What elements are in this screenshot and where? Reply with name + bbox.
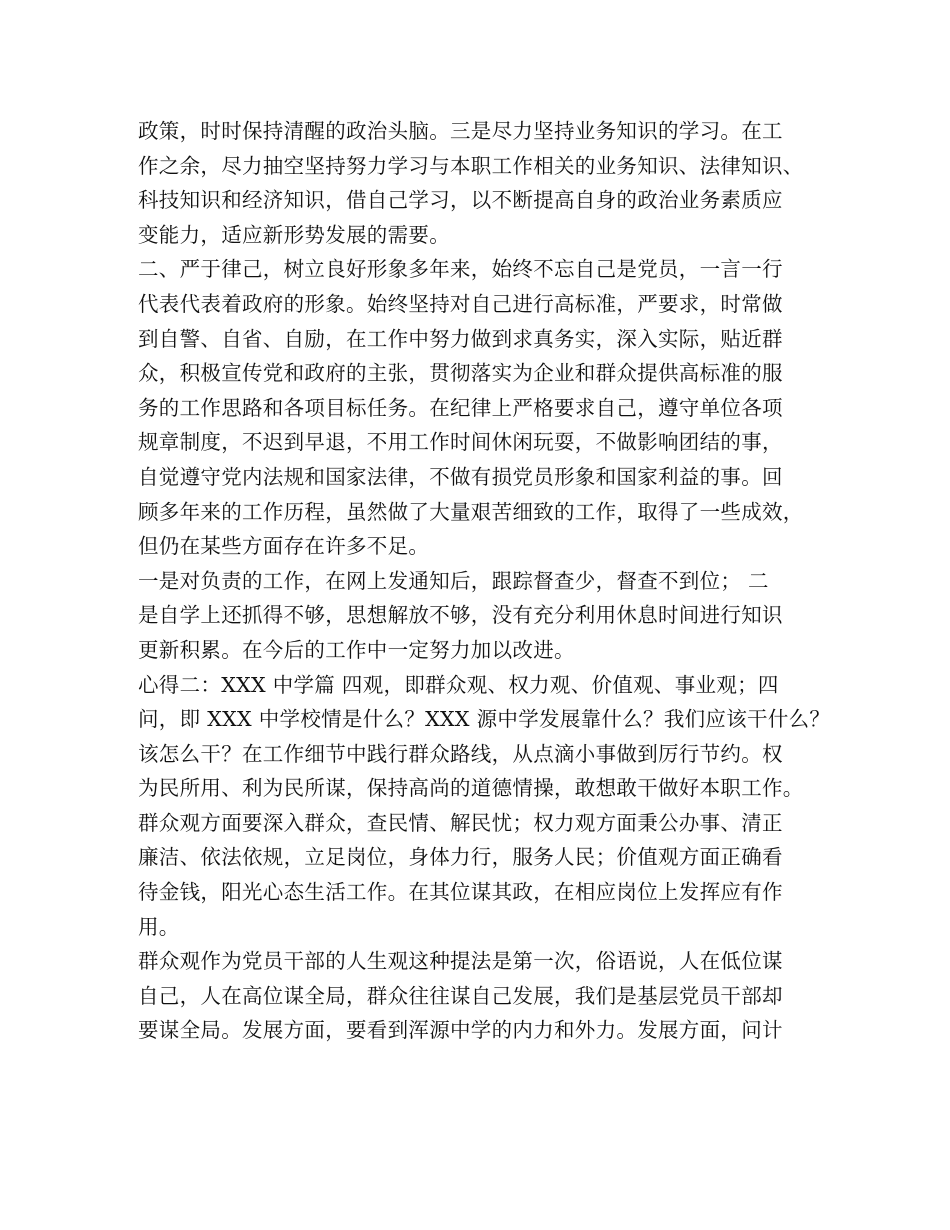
text-line: 是自学上还抓得不够，思想解放不够，没有充分利用休息时间进行知识: [138, 603, 783, 628]
text-line: 变能力，适应新形势发展的需要。: [138, 222, 450, 247]
text-line: 作之余，尽力抽空坚持努力学习与本职工作相关的业务知识、法律知识、: [138, 153, 804, 178]
text-line: 一是对负责的工作，在网上发通知后，跟踪督查少，督查不到位； 二: [138, 568, 769, 593]
text-line: 问，即 XXX 中学校情是什么？XXX 源中学发展靠什么？我们应该干什么？: [138, 707, 831, 732]
text-line: 务的工作思路和各项目标任务。在纪律上严格要求自己，遵守单位各项: [138, 395, 783, 420]
text-line: 二、严于律己，树立良好形象多年来，始终不忘自己是党员，一言一行: [138, 257, 783, 282]
text-line: 待金钱，阳光心态生活工作。在其位谋其政，在相应岗位上发挥应有作: [138, 880, 783, 905]
text-line: 该怎么干？在工作细节中践行群众路线，从点滴小事做到厉行节约。权: [138, 741, 783, 766]
text-line: 群众观作为党员干部的人生观这种提法是第一次，俗语说，人在低位谋: [138, 949, 783, 974]
text-line: 自觉遵守党内法规和国家法律，不做有损党员形象和国家利益的事。回: [138, 464, 783, 489]
text-line: 要谋全局。发展方面，要看到浑源中学的内力和外力。发展方面，问计: [138, 1018, 783, 1043]
text-line: 顾多年来的工作历程，虽然做了大量艰苦细致的工作，取得了一些成效，: [138, 499, 804, 524]
text-line: 群众观方面要深入群众，查民情、解民忧；权力观方面秉公办事、清正: [138, 810, 783, 835]
text-line: 政策，时时保持清醒的政治头脑。三是尽力坚持业务知识的学习。在工: [138, 119, 783, 143]
text-line: 但仍在某些方面存在许多不足。: [138, 534, 430, 559]
text-line: 廉洁、依法依规，立足岗位，身体力行，服务人民；价值观方面正确看: [138, 845, 783, 870]
document-body: [138, 114, 838, 1048]
text-line: 代表代表着政府的形象。始终坚持对自己进行高标准，严要求，时常做: [138, 291, 783, 316]
text-line: 更新积累。在今后的工作中一定努力加以改进。: [138, 637, 575, 662]
text-line: 用。: [138, 914, 180, 939]
text-line: 到自警、自省、自励，在工作中努力做到求真务实，深入实际，贴近群: [138, 326, 783, 351]
text-line: 为民所用、利为民所谋，保持高尚的道德情操，敢想敢干做好本职工作。: [138, 776, 804, 801]
text-line: 自己，人在高位谋全局，群众往往谋自己发展，我们是基层党员干部却: [138, 983, 783, 1008]
text-line: 众，积极宣传党和政府的主张，贯彻落实为企业和群众提供高标准的服: [138, 361, 783, 386]
text-line: 规章制度，不迟到早退，不用工作时间休闲玩耍，不做影响团结的事，: [138, 430, 783, 455]
text-line: 心得二：XXX 中学篇 四观，即群众观、权力观、价值观、事业观；四: [138, 672, 779, 697]
text-line: 科技知识和经济知识，借自己学习，以不断提高自身的政治业务素质应: [138, 188, 783, 213]
